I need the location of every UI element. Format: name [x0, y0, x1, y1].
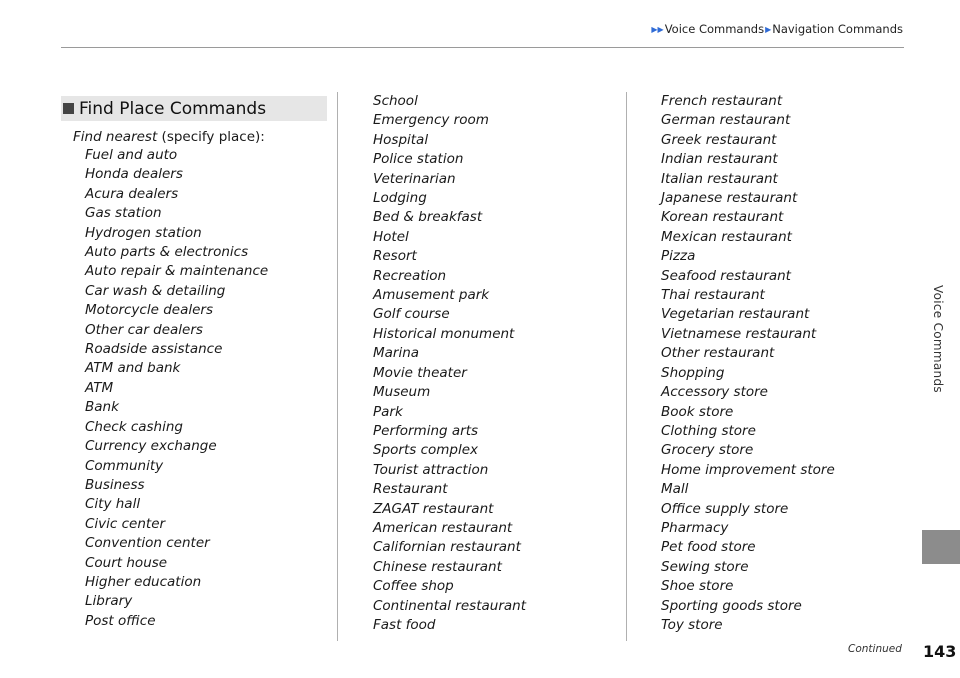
list-item: School	[373, 93, 418, 109]
list-item: Police station	[373, 151, 464, 168]
chapter-tab-marker[interactable]	[922, 530, 960, 564]
list-item: American restaurant	[373, 519, 513, 536]
list-item: Coffee shop	[373, 578, 454, 595]
list-item: Other car dealers	[85, 321, 203, 338]
list-item: Sports complex	[373, 442, 479, 459]
list-item: Fast food	[373, 616, 436, 633]
list-item: Korean restaurant	[661, 209, 784, 226]
command-suffix: (specify place):	[161, 129, 265, 145]
list-item: Bank	[85, 399, 119, 416]
list-item: Resort	[373, 248, 417, 265]
list-item: Currency exchange	[85, 438, 217, 455]
list-item: Recreation	[373, 267, 447, 284]
list-item: ATM	[85, 379, 114, 396]
list-item: Book store	[661, 403, 734, 420]
command-intro	[73, 128, 265, 147]
list-item: Fuel and auto	[85, 147, 178, 163]
list-item: Greek restaurant	[661, 131, 777, 148]
place-list-column-1	[85, 146, 268, 631]
list-item: Motorcycle dealers	[85, 302, 213, 319]
list-item: Acura dealers	[85, 185, 179, 202]
breadcrumb-arrow-icon: ▶	[651, 25, 658, 34]
list-item: Golf course	[373, 306, 450, 323]
list-item: Auto repair & maintenance	[85, 263, 269, 280]
list-item: Japanese restaurant	[661, 190, 798, 207]
list-item: Emergency room	[373, 112, 489, 129]
list-item: Hotel	[373, 228, 409, 245]
list-item: Pizza	[661, 248, 696, 265]
list-item: Shoe store	[661, 578, 734, 595]
list-item: Honda dealers	[85, 166, 183, 183]
list-item: ZAGAT restaurant	[373, 500, 494, 517]
square-bullet-icon	[63, 103, 74, 114]
list-item: Accessory store	[661, 384, 768, 401]
list-item: Amusement park	[373, 287, 490, 304]
list-item: ATM and bank	[85, 360, 181, 377]
list-item: Hydrogen station	[85, 224, 202, 241]
list-item: Historical monument	[373, 325, 515, 342]
place-list-column-2	[373, 92, 526, 635]
list-item: Museum	[373, 384, 431, 401]
list-item: Vietnamese restaurant	[661, 325, 817, 342]
list-item: Auto parts & electronics	[85, 244, 249, 261]
header-divider	[61, 47, 904, 48]
breadcrumb	[651, 22, 903, 36]
list-item: Roadside assistance	[85, 341, 223, 358]
breadcrumb-current-navigation-commands: Navigation Commands	[772, 22, 903, 36]
list-item: Court house	[85, 554, 168, 571]
list-item: Tourist attraction	[373, 461, 489, 478]
list-item: Thai restaurant	[661, 287, 765, 304]
list-item: Pet food store	[661, 539, 756, 556]
list-item: Convention center	[85, 535, 210, 552]
list-item: Community	[85, 457, 164, 474]
list-item: German restaurant	[661, 112, 791, 129]
list-item: Indian restaurant	[661, 151, 778, 168]
list-item: Home improvement store	[661, 461, 835, 478]
list-item: Other restaurant	[661, 345, 775, 362]
list-item: Sporting goods store	[661, 597, 802, 614]
breadcrumb-arrow-icon: ▶	[657, 25, 664, 34]
list-item: French restaurant	[661, 93, 783, 109]
breadcrumb-arrow-icon: ▶	[765, 25, 772, 34]
list-item: Hospital	[373, 131, 429, 148]
section-heading	[61, 96, 327, 121]
list-item: City hall	[85, 496, 141, 513]
list-item: Veterinarian	[373, 170, 456, 187]
list-item: Gas station	[85, 205, 162, 222]
section-title: Find Place Commands	[79, 98, 267, 119]
list-item: Italian restaurant	[661, 170, 778, 187]
list-item: Car wash & detailing	[85, 282, 226, 299]
list-item: Marina	[373, 345, 420, 362]
list-item: Restaurant	[373, 481, 448, 498]
command-phrase: Find nearest	[73, 129, 158, 145]
continued-label: Continued	[848, 643, 902, 655]
list-item: Seafood restaurant	[661, 267, 791, 284]
chapter-tab[interactable]	[920, 0, 956, 678]
list-item: Chinese restaurant	[373, 558, 502, 575]
list-item: Civic center	[85, 515, 166, 532]
list-item: Movie theater	[373, 364, 467, 381]
list-item: Sewing store	[661, 558, 749, 575]
list-item: Library	[85, 593, 133, 610]
list-item: Clothing store	[661, 422, 756, 439]
list-item: Check cashing	[85, 418, 183, 435]
list-item: Bed & breakfast	[373, 209, 483, 226]
list-item: Park	[373, 403, 403, 420]
column-divider	[626, 92, 627, 641]
list-item: Performing arts	[373, 422, 479, 439]
list-item: Vegetarian restaurant	[661, 306, 810, 323]
column-divider	[337, 92, 338, 641]
list-item: Continental restaurant	[373, 597, 526, 614]
list-item: Grocery store	[661, 442, 754, 459]
list-item: Office supply store	[661, 500, 789, 517]
list-item: Lodging	[373, 190, 427, 207]
page-number: 143	[923, 642, 957, 661]
list-item: Post office	[85, 612, 156, 629]
chapter-tab-label: Voice Commands	[931, 285, 946, 393]
list-item: Mexican restaurant	[661, 228, 792, 245]
list-item: Toy store	[661, 616, 723, 633]
list-item: Higher education	[85, 573, 202, 590]
list-item: Pharmacy	[661, 519, 729, 536]
list-item: Mall	[661, 481, 689, 498]
place-list-column-3	[661, 92, 835, 635]
list-item: Shopping	[661, 364, 725, 381]
list-item: Californian restaurant	[373, 539, 521, 556]
breadcrumb-link-voice-commands[interactable]: Voice Commands	[664, 22, 765, 36]
list-item: Business	[85, 476, 145, 493]
